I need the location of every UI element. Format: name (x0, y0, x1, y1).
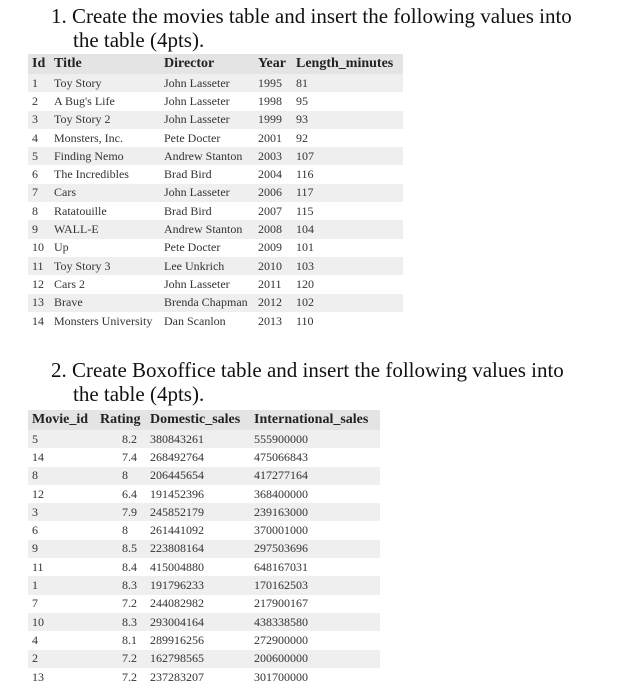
boxoffice-rating-cell: 8.5 (96, 540, 146, 558)
boxoffice-movie-id-cell: 6 (28, 521, 96, 539)
movie-title-cell: WALL-E (50, 220, 160, 238)
boxoffice-movie-id-cell: 2 (28, 650, 96, 668)
movie-title-cell: Up (50, 239, 160, 257)
boxoffice-movie-id-cell: 4 (28, 631, 96, 649)
movies-row (28, 275, 403, 293)
boxoffice-row (28, 467, 380, 485)
movies-row (28, 92, 403, 110)
movie-id-cell: 13 (28, 294, 50, 312)
movies-header-length: Length_minutes (292, 54, 403, 74)
boxoffice-international-cell: 370001000 (250, 521, 380, 539)
boxoffice-header-row (28, 410, 380, 430)
boxoffice-movie-id-cell: 9 (28, 540, 96, 558)
boxoffice-row (28, 576, 380, 594)
movie-id-cell: 4 (28, 129, 50, 147)
movie-length-cell: 117 (292, 184, 403, 202)
movie-length-cell: 120 (292, 275, 403, 293)
movie-length-cell: 116 (292, 165, 403, 183)
movie-year-cell: 2001 (254, 129, 292, 147)
movies-row (28, 294, 403, 312)
boxoffice-row (28, 558, 380, 576)
movies-row (28, 239, 403, 257)
boxoffice-domestic-cell: 245852179 (146, 503, 250, 521)
movies-row (28, 147, 403, 165)
movie-length-cell: 103 (292, 257, 403, 275)
movie-id-cell: 7 (28, 184, 50, 202)
movie-title-cell: Cars 2 (50, 275, 160, 293)
movie-length-cell: 102 (292, 294, 403, 312)
movies-row (28, 129, 403, 147)
boxoffice-domestic-cell: 191452396 (146, 485, 250, 503)
boxoffice-international-cell: 475066843 (250, 448, 380, 466)
boxoffice-movie-id-cell: 7 (28, 595, 96, 613)
boxoffice-domestic-cell: 289916256 (146, 631, 250, 649)
boxoffice-header-movie-id: Movie_id (28, 410, 96, 430)
boxoffice-row (28, 540, 380, 558)
question-2-line-2: the table (4pts). (73, 382, 205, 406)
movie-year-cell: 2013 (254, 312, 292, 330)
boxoffice-rating-cell: 8.4 (96, 558, 146, 576)
boxoffice-row (28, 430, 380, 448)
boxoffice-domestic-cell: 244082982 (146, 595, 250, 613)
movie-length-cell: 104 (292, 220, 403, 238)
movie-length-cell: 92 (292, 129, 403, 147)
boxoffice-rating-cell: 7.2 (96, 595, 146, 613)
movies-row (28, 74, 403, 92)
movie-director-cell: John Lasseter (160, 184, 254, 202)
boxoffice-rating-cell: 8.2 (96, 430, 146, 448)
boxoffice-row (28, 631, 380, 649)
movie-id-cell: 5 (28, 147, 50, 165)
boxoffice-rating-cell: 8.3 (96, 613, 146, 631)
boxoffice-rating-cell: 7.4 (96, 448, 146, 466)
movie-length-cell: 81 (292, 74, 403, 92)
movie-director-cell: Pete Docter (160, 129, 254, 147)
movies-header-year: Year (254, 54, 292, 74)
movie-id-cell: 1 (28, 74, 50, 92)
boxoffice-international-cell: 239163000 (250, 503, 380, 521)
boxoffice-rating-cell: 8 (96, 521, 146, 539)
boxoffice-international-cell: 555900000 (250, 430, 380, 448)
boxoffice-movie-id-cell: 5 (28, 430, 96, 448)
movie-id-cell: 10 (28, 239, 50, 257)
question-1-line-1: 1. Create the movies table and insert the following values into (51, 4, 572, 28)
movie-title-cell: Monsters, Inc. (50, 129, 160, 147)
movie-length-cell: 95 (292, 92, 403, 110)
question-2 (51, 358, 621, 406)
movie-director-cell: Dan Scanlon (160, 312, 254, 330)
movie-id-cell: 12 (28, 275, 50, 293)
movie-title-cell: Finding Nemo (50, 147, 160, 165)
movie-director-cell: Lee Unkrich (160, 257, 254, 275)
boxoffice-rating-cell: 7.2 (96, 668, 146, 686)
movie-year-cell: 2012 (254, 294, 292, 312)
boxoffice-rating-cell: 7.2 (96, 650, 146, 668)
movie-title-cell: A Bug's Life (50, 92, 160, 110)
boxoffice-international-cell: 368400000 (250, 485, 380, 503)
movie-year-cell: 2011 (254, 275, 292, 293)
boxoffice-movie-id-cell: 10 (28, 613, 96, 631)
boxoffice-domestic-cell: 237283207 (146, 668, 250, 686)
boxoffice-row (28, 595, 380, 613)
boxoffice-table (28, 410, 380, 686)
boxoffice-movie-id-cell: 1 (28, 576, 96, 594)
boxoffice-rating-cell: 7.9 (96, 503, 146, 521)
boxoffice-international-cell: 438338580 (250, 613, 380, 631)
movie-title-cell: Cars (50, 184, 160, 202)
movies-table (28, 54, 403, 330)
boxoffice-movie-id-cell: 13 (28, 668, 96, 686)
movie-year-cell: 2008 (254, 220, 292, 238)
movie-director-cell: Brad Bird (160, 165, 254, 183)
movies-row (28, 257, 403, 275)
movie-title-cell: Toy Story 2 (50, 111, 160, 129)
boxoffice-rating-cell: 8.1 (96, 631, 146, 649)
boxoffice-domestic-cell: 380843261 (146, 430, 250, 448)
boxoffice-movie-id-cell: 3 (28, 503, 96, 521)
movie-director-cell: John Lasseter (160, 92, 254, 110)
movie-length-cell: 93 (292, 111, 403, 129)
movies-row (28, 165, 403, 183)
movie-id-cell: 2 (28, 92, 50, 110)
boxoffice-domestic-cell: 162798565 (146, 650, 250, 668)
boxoffice-international-cell: 170162503 (250, 576, 380, 594)
question-1 (51, 4, 621, 52)
boxoffice-row (28, 613, 380, 631)
movie-title-cell: Toy Story 3 (50, 257, 160, 275)
boxoffice-international-cell: 217900167 (250, 595, 380, 613)
boxoffice-rating-cell: 6.4 (96, 485, 146, 503)
movie-length-cell: 115 (292, 202, 403, 220)
boxoffice-row (28, 448, 380, 466)
movie-title-cell: Monsters University (50, 312, 160, 330)
boxoffice-row (28, 668, 380, 686)
movie-director-cell: Andrew Stanton (160, 147, 254, 165)
movie-year-cell: 2010 (254, 257, 292, 275)
movies-row (28, 111, 403, 129)
movie-title-cell: The Incredibles (50, 165, 160, 183)
movie-id-cell: 9 (28, 220, 50, 238)
boxoffice-movie-id-cell: 14 (28, 448, 96, 466)
movies-row (28, 184, 403, 202)
boxoffice-movie-id-cell: 8 (28, 467, 96, 485)
movies-header-row (28, 54, 403, 74)
boxoffice-international-cell: 301700000 (250, 668, 380, 686)
boxoffice-domestic-cell: 268492764 (146, 448, 250, 466)
movie-year-cell: 1998 (254, 92, 292, 110)
boxoffice-movie-id-cell: 11 (28, 558, 96, 576)
movie-id-cell: 14 (28, 312, 50, 330)
movie-director-cell: John Lasseter (160, 74, 254, 92)
movie-length-cell: 101 (292, 239, 403, 257)
movie-year-cell: 2009 (254, 239, 292, 257)
movie-director-cell: Andrew Stanton (160, 220, 254, 238)
movies-header-id: Id (28, 54, 50, 74)
movie-year-cell: 1995 (254, 74, 292, 92)
boxoffice-row (28, 485, 380, 503)
movies-header-title: Title (50, 54, 160, 74)
boxoffice-domestic-cell: 223808164 (146, 540, 250, 558)
boxoffice-row (28, 521, 380, 539)
movie-id-cell: 11 (28, 257, 50, 275)
movie-length-cell: 107 (292, 147, 403, 165)
boxoffice-domestic-cell: 206445654 (146, 467, 250, 485)
boxoffice-international-cell: 648167031 (250, 558, 380, 576)
boxoffice-rating-cell: 8 (96, 467, 146, 485)
movie-director-cell: John Lasseter (160, 111, 254, 129)
movie-title-cell: Toy Story (50, 74, 160, 92)
boxoffice-domestic-cell: 293004164 (146, 613, 250, 631)
boxoffice-row (28, 650, 380, 668)
movies-header-director: Director (160, 54, 254, 74)
boxoffice-domestic-cell: 261441092 (146, 521, 250, 539)
movies-body (28, 74, 403, 330)
boxoffice-domestic-cell: 415004880 (146, 558, 250, 576)
boxoffice-international-cell: 272900000 (250, 631, 380, 649)
movie-year-cell: 1999 (254, 111, 292, 129)
movie-director-cell: Brad Bird (160, 202, 254, 220)
boxoffice-header-rating: Rating (96, 410, 146, 430)
movie-director-cell: Brenda Chapman (160, 294, 254, 312)
movie-title-cell: Ratatouille (50, 202, 160, 220)
movie-id-cell: 3 (28, 111, 50, 129)
boxoffice-international-cell: 417277164 (250, 467, 380, 485)
movie-year-cell: 2004 (254, 165, 292, 183)
question-1-line-2: the table (4pts). (73, 28, 205, 52)
movie-director-cell: Pete Docter (160, 239, 254, 257)
movies-row (28, 202, 403, 220)
boxoffice-domestic-cell: 191796233 (146, 576, 250, 594)
movies-row (28, 220, 403, 238)
movie-id-cell: 8 (28, 202, 50, 220)
movie-year-cell: 2003 (254, 147, 292, 165)
movie-id-cell: 6 (28, 165, 50, 183)
boxoffice-movie-id-cell: 12 (28, 485, 96, 503)
boxoffice-header-domestic: Domestic_sales (146, 410, 250, 430)
movie-length-cell: 110 (292, 312, 403, 330)
boxoffice-body (28, 430, 380, 686)
boxoffice-header-international: International_sales (250, 410, 380, 430)
boxoffice-international-cell: 200600000 (250, 650, 380, 668)
boxoffice-row (28, 503, 380, 521)
question-2-line-1: 2. Create Boxoffice table and insert the following values into (51, 358, 564, 382)
movie-year-cell: 2007 (254, 202, 292, 220)
movie-director-cell: John Lasseter (160, 275, 254, 293)
boxoffice-international-cell: 297503696 (250, 540, 380, 558)
movie-title-cell: Brave (50, 294, 160, 312)
movies-row (28, 312, 403, 330)
movie-year-cell: 2006 (254, 184, 292, 202)
boxoffice-rating-cell: 8.3 (96, 576, 146, 594)
